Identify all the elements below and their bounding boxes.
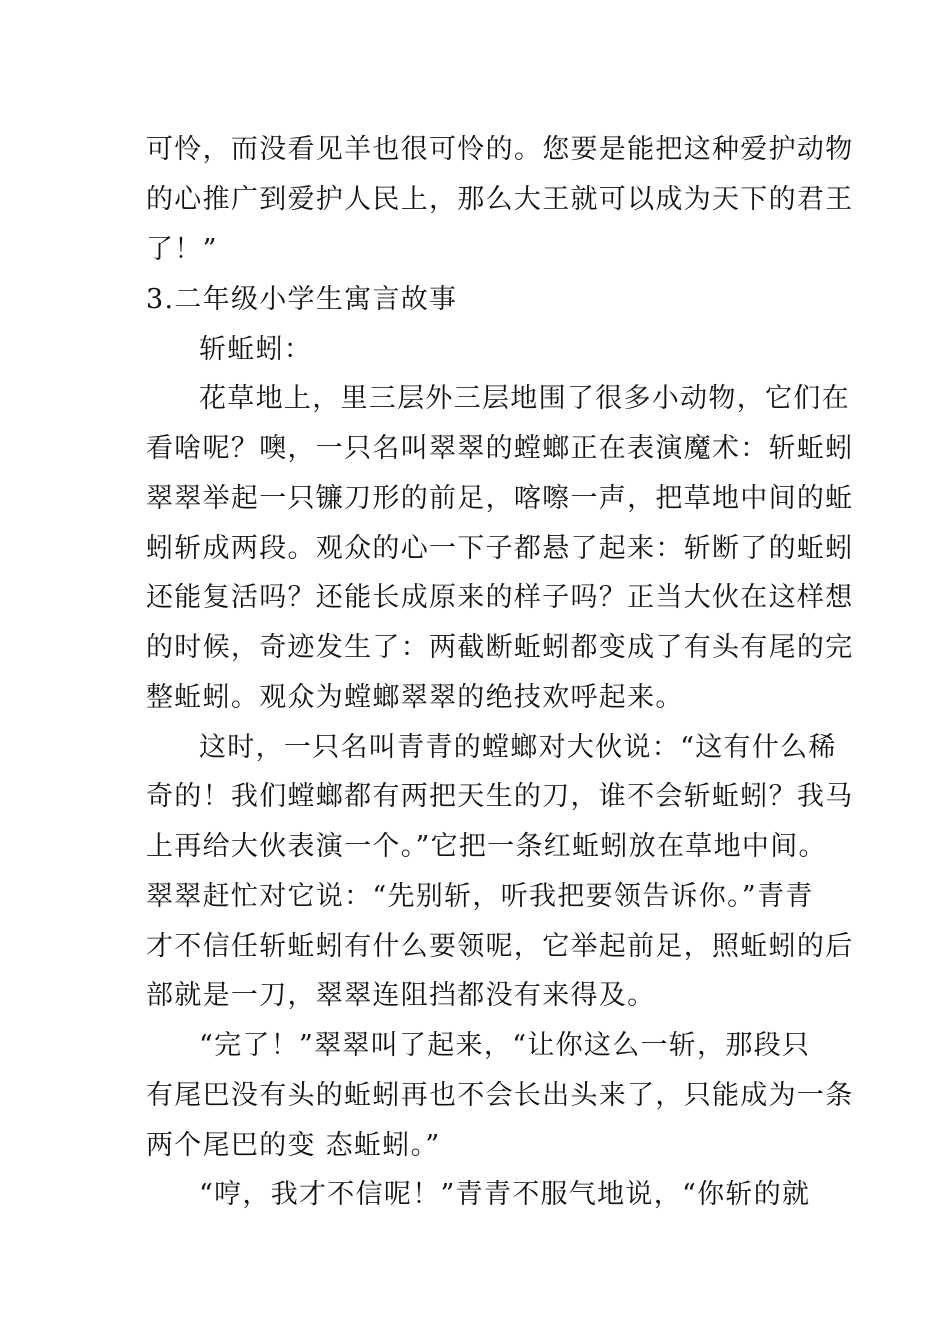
text-line: 这时，一只名叫青青的螳螂对大伙说：“这有什么稀 — [199, 732, 837, 763]
text-line: 有尾巴没有头的蚯蚓再也不会长出头来了，只能成为一条 — [146, 1080, 854, 1111]
text-line: 的心推广到爱护人民上，那么大王就可以成为天下的君王 — [146, 184, 854, 215]
text-line: “完了！”翠翠叫了起来，“让你这么一斩，那段只 — [199, 1030, 811, 1061]
text-line: 花草地上，里三层外三层地围了很多小动物，它们在 — [199, 383, 850, 414]
text-line: 整蚯蚓。观众为螳螂翠翠的绝技欢呼起来。 — [146, 682, 684, 713]
text-line: 还能复活吗？还能长成原来的样子吗？正当大伙在这样想 — [146, 582, 854, 613]
text-line: 翠翠举起一只镰刀形的前足，喀嚓一声，把草地中间的蚯 — [146, 483, 854, 514]
text-line: “哼，我才不信呢！”青青不服气地说，“你斩的就 — [199, 1179, 811, 1210]
text-line: 翠翠赶忙对它说：“先别斩，听我把要领告诉你。”青青 — [146, 881, 814, 912]
text-line: 两个尾巴的变 态蚯蚓。” — [146, 1130, 441, 1161]
text-line: 蚓斩成两段。观众的心一下子都悬了起来：斩断了的蚯蚓 — [146, 533, 854, 564]
text-line: 上再给大伙表演一个。”它把一条红蚯蚓放在草地中间。 — [146, 831, 827, 862]
text-line: 部就是一刀，翠翠连阻挡都没有来得及。 — [146, 980, 656, 1011]
story-title: 斩蚯蚓： — [199, 334, 313, 365]
section-heading: 3.二年级小学生寓言故事 — [146, 284, 458, 315]
text-line: 才不信任斩蚯蚓有什么要领呢，它举起前足，照蚯蚓的后 — [146, 931, 854, 962]
text-line: 的时候，奇迹发生了：两截断蚯蚓都变成了有头有尾的完 — [146, 632, 854, 663]
text-line: 可怜，而没看见羊也很可怜的。您要是能把这种爱护动物 — [146, 134, 854, 165]
text-line: 奇的！我们螳螂都有两把天生的刀，谁不会斩蚯蚓？我马 — [146, 781, 854, 812]
text-line: 看啥呢？噢，一只名叫翠翠的螳螂正在表演魔术：斩蚯蚓 — [146, 433, 854, 464]
text-line: 了！” — [146, 234, 218, 265]
